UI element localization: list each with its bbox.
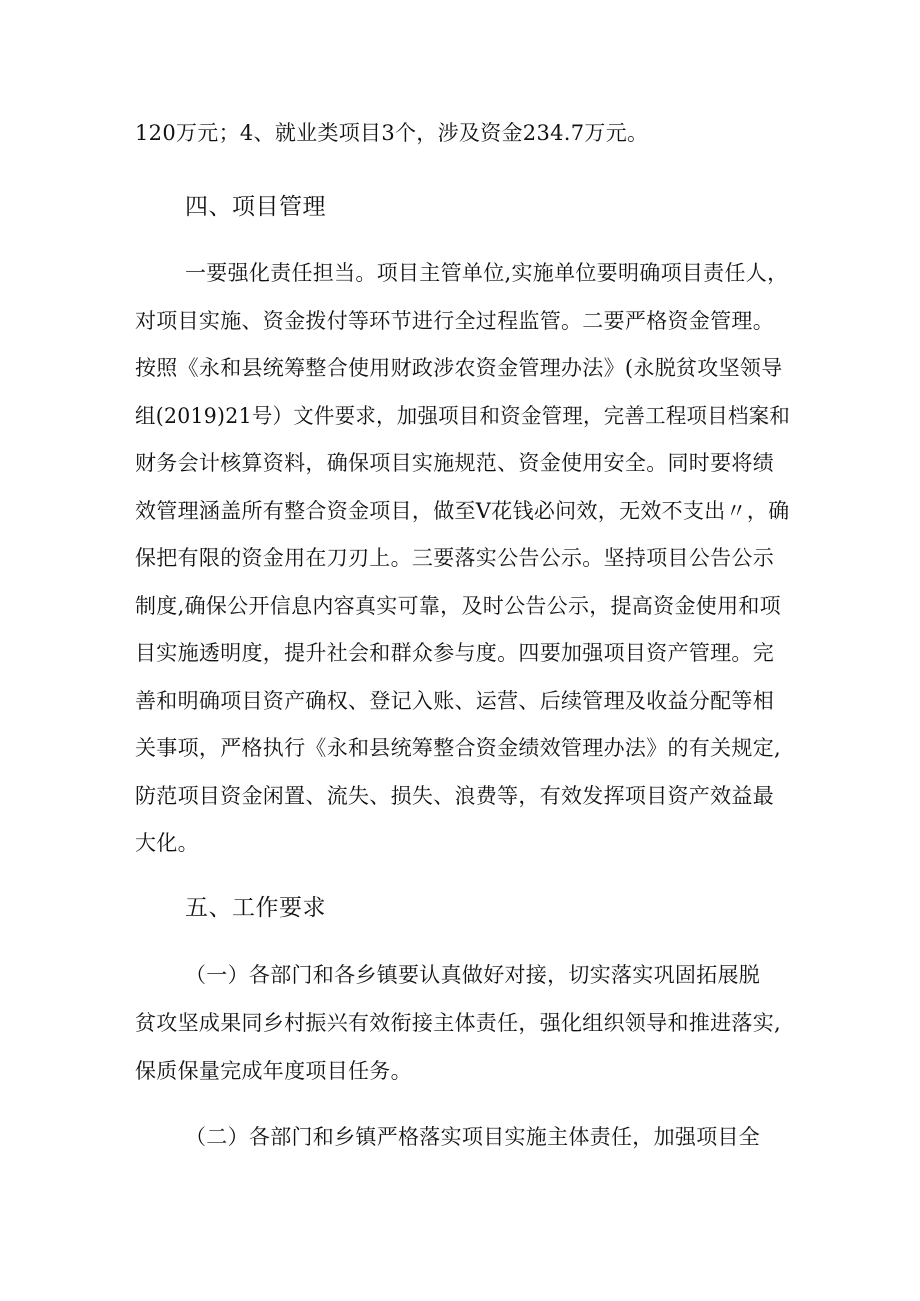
paragraph-line: 财务会计核算资料，确保项目实施规范、资金使用安全。同时要将绩 (135, 451, 774, 475)
paragraph-line: 贫攻坚成果同乡村振兴有效衔接主体责任，强化组织领导和推进落实, (135, 1011, 781, 1035)
paragraph-line: 防范项目资金闲置、流失、损失、浪费等，有效发挥项目资产效益最 (135, 784, 774, 808)
paragraph-line: 保把有限的资金用在刀刃上。三要落实公告公示。坚持项目公告公示 (135, 546, 774, 570)
paragraph-line: 制度,确保公开信息内容真实可靠，及时公告公示，提高资金使用和项 (135, 594, 781, 618)
paragraph-line: 效管理涵盖所有整合资金项目，做至V花钱必问效，无效不支出〃，确 (135, 499, 790, 523)
paragraph-line: （二）各部门和乡镇严格落实项目实施主体责任，加强项目全 (185, 1125, 761, 1149)
paragraph-line: 善和明确项目资产确权、登记入账、运营、后续管理及收益分配等相 (135, 689, 774, 713)
paragraph-line: 目实施透明度，提升社会和群众参与度。四要加强项目资产管理。完 (135, 641, 774, 665)
paragraph-line: 按照《永和县统筹整合使用财政涉农资金管理办法》(永脱贫攻坚领导 (135, 356, 783, 380)
paragraph-line: 关事项，严格执行《永和县统筹整合资金绩效管理办法》的有关规定, (135, 736, 781, 760)
section-heading-5: 五、工作要求 (185, 895, 326, 921)
paragraph-line: （一）各部门和各乡镇要认真做好对接，切实落实巩固拓展脱 (185, 963, 761, 987)
paragraph-line: 对项目实施、资金拨付等环节进行全过程监管。二要严格资金管理。 (135, 309, 774, 333)
paragraph-line: 组(2019)21号）文件要求，加强项目和资金管理，完善工程项目档案和 (135, 404, 791, 428)
paragraph-line: 保质保量完成年度项目任务。 (135, 1059, 412, 1083)
paragraph-line: 120万元；4、就业类项目3个，涉及资金234.7万元。 (135, 121, 649, 145)
section-heading-4: 四、项目管理 (185, 194, 326, 220)
paragraph-line: 一要强化责任担当。项目主管单位,实施单位要明确项目责任人， (185, 261, 789, 285)
paragraph-line: 大化。 (135, 831, 199, 855)
